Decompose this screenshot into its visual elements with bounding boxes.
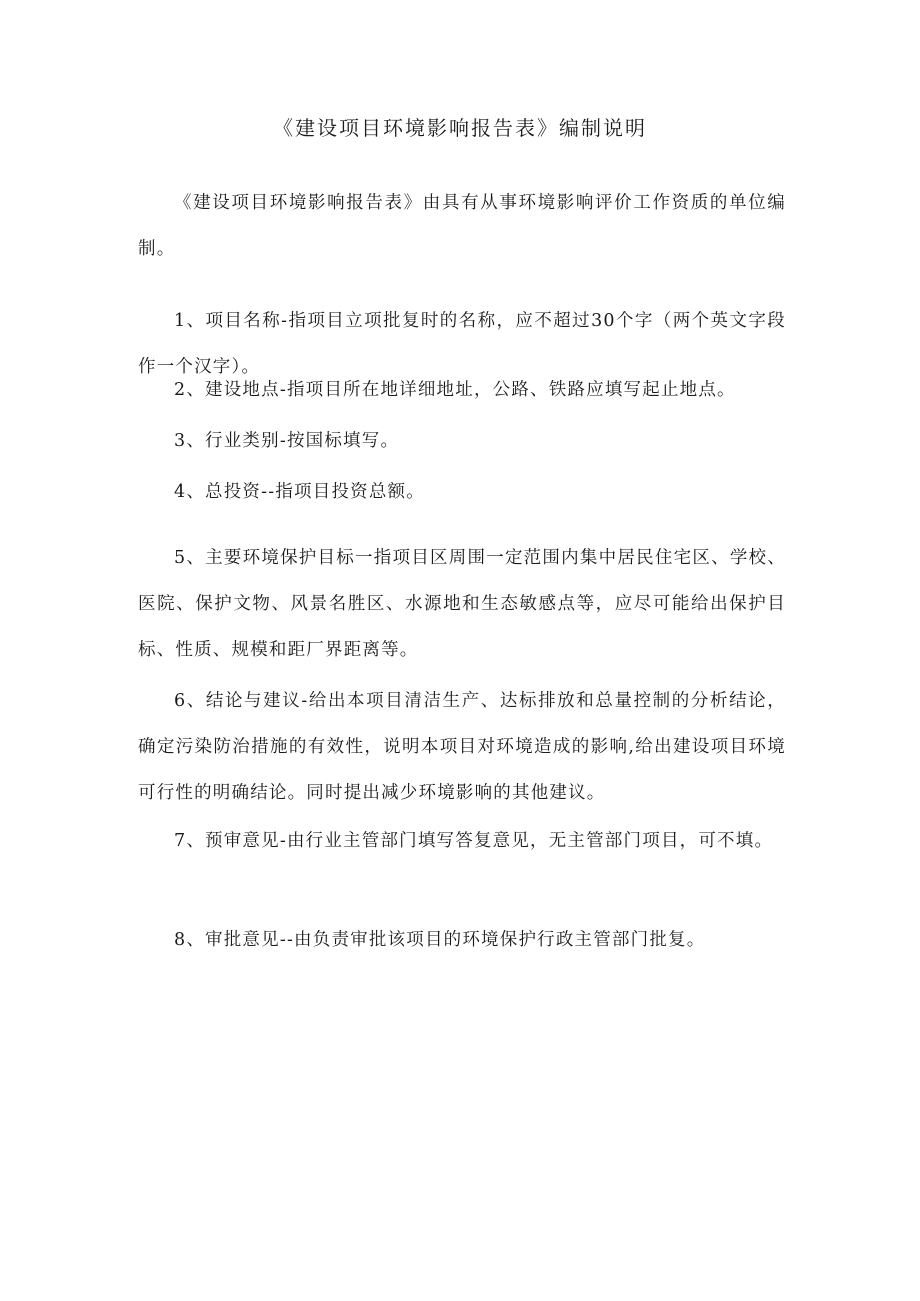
intro-paragraph: 《建设项目环境影响报告表》由具有从事环境影响评价工作资质的单位编制。 bbox=[138, 193, 786, 259]
item-conclusions: 6、结论与建议-给出本项目清洁生产、达标排放和总量控制的分析结论，确定污染防治措施的有效性，说明本项目对环境造成的影响,给出建设项目环境可行性的明确结论。同时提出减少环境影响的其他建议。 bbox=[138, 691, 786, 803]
item-construction-site: 2、建设地点-指项目所在地详细地址，公路、铁路应填写起止地点。 bbox=[174, 380, 736, 400]
item-pre-review: 7、预审意见-由行业主管部门填写答复意见，无主管部门项目，可不填。 bbox=[174, 831, 774, 851]
item-project-name: 1、项目名称-指项目立项批复时的名称，应不超过30个字（两个英文字段作一个汉字）。 bbox=[138, 311, 786, 377]
document-title: 《建设项目环境影响报告表》编制说明 bbox=[273, 116, 647, 140]
item-total-investment: 4、总投资--指项目投资总额。 bbox=[174, 482, 425, 502]
item-approval: 8、审批意见--由负责审批该项目的环境保护行政主管部门批复。 bbox=[174, 930, 706, 950]
item-protection-targets: 5、主要环境保护目标一指项目区周围一定范围内集中居民住宅区、学校、医院、保护文物、风景名胜区、水源地和生态敏感点等，应尽可能给出保护目标、性质、规模和距厂界距离等。 bbox=[138, 548, 786, 660]
item-industry-category: 3、行业类别-按国标填写。 bbox=[174, 431, 400, 451]
